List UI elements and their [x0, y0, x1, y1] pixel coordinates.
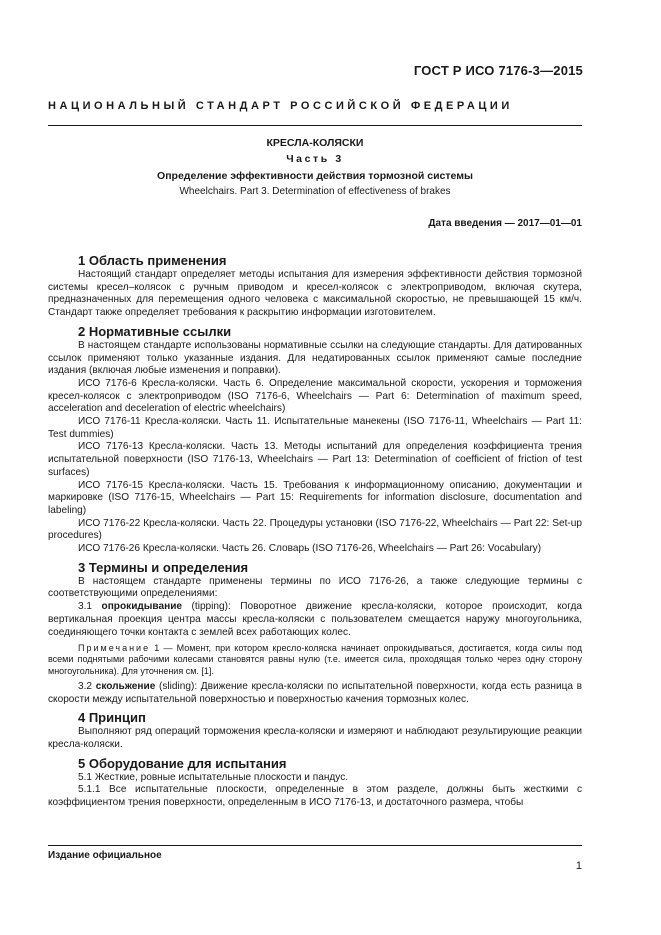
document-part: Часть 3 [286, 153, 344, 165]
term-definition [48, 601, 582, 639]
english-title: Wheelchairs. Part 3. Determination of effectiveness of brakes [179, 186, 451, 197]
header-divider [48, 125, 582, 126]
reference-item: ИСО 7176-13 Кресла-коляски. Часть 13. Методы испытаний для определения коэффициента трения испытательной поверхности (ISO 7176-13, Wheelchairs — Part 13: Determination of coefficient of friction of test surfaces) [48, 441, 582, 478]
term-number: 3.1 [78, 601, 93, 613]
term-definition [48, 681, 582, 706]
document-body [48, 252, 582, 810]
document-subtitle: Определение эффективности действия тормозной системы [157, 170, 473, 182]
section-heading: 1 Область применения [78, 253, 227, 268]
note-label: Примечание [78, 643, 151, 654]
paragraph: 5.1 Жесткие, ровные испытательные плоскости и пандус. [78, 771, 349, 783]
paragraph: 5.1.1 Все испытательные плоскости, определенные в этом разделе, должны быть жесткими с коэффициентом трения поверхности, определенным в ИСО 7176-13, и достаточного размера, чтобы [48, 784, 582, 809]
effective-date: Дата введения — 2017—01—01 [428, 218, 582, 229]
section-heading: 4 Принцип [78, 710, 146, 726]
section-heading: 5 Оборудование для испытания [78, 755, 287, 771]
reference-item: ИСО 7176-6 Кресла-коляски. Часть 6. Определение максимальной скорости, ускорения и торможения кресел-колясок с электроприводом (ISO 7176-6, Wheelchairs — Part 6: Determination of maximum speed, acceleration and deceleration of electric wheelchairs) [48, 377, 582, 415]
note-text: 1 — Момент, при котором кресло-коляска начинает опрокидываться, достигается, когда силы под всеми поднятыми рабочими колесами становятся равны нулю (т.е. имеется сила, проходящая только через одну сторону многоугольника). Для уточнения см. [1]. [48, 643, 582, 676]
document-title: КРЕСЛА-КОЛЯСКИ [266, 137, 364, 149]
page-number: 1 [575, 860, 582, 872]
reference-item: ИСО 7176-26 Кресла-коляски. Часть 26. Словарь (ISO 7176-26, Wheelchairs — Part 26: Vocabulary) [78, 543, 542, 555]
term-text: (tipping): Поворотное движение кресла-коляски, которое происходит, когда вертикальная проекция центра массы кресла-коляски с пользователем смещается наружу многоугольника, соединяющего точки контакта с землей всех работающих колес. [48, 601, 582, 638]
term-name: скольжение [95, 680, 156, 692]
paragraph: Настоящий стандарт определяет методы испытания для измерения эффективности действия тормозной системы кресел–колясок с ручным приводом и кресел-колясок с электроприводом, включая скутера, предназначенных для перемещения одного человека с максимальной скоростью, не превышающей 15 км/ч. Стандарт также определяет требования к раскрытию информации изготовителем. [48, 269, 582, 319]
footer-divider [48, 845, 582, 846]
edition-label: Издание официальное [48, 850, 162, 861]
reference-item: ИСО 7176-22 Кресла-коляски. Часть 22. Процедуры установки (ISO 7176-22, Wheelchairs — Part 22: Set-up procedures) [48, 517, 582, 542]
term-text: (sliding): Движение кресла-коляски по испытательной поверхности, когда есть разница в скорости между испытательной поверхностью и поверхностью качения тормозных колес. [48, 680, 582, 705]
reference-item: ИСО 7176-11 Кресла-коляски. Часть 11. Испытательные манекены (ISO 7176-11, Wheelchairs — Part 11: Test dummies) [48, 416, 582, 440]
term-name: опрокидывание [101, 601, 183, 613]
section-heading: 3 Термины и определения [78, 559, 249, 575]
national-standard-heading: НАЦИОНАЛЬНЫЙ СТАНДАРТ РОССИЙСКОЙ ФЕДЕРАЦИИ [48, 100, 513, 112]
title-block [48, 136, 582, 199]
paragraph: В настоящем стандарте использованы нормативные ссылки на следующие стандарты. Для датированных ссылок применяют только указанные издания. Для недатированных ссылок применяют самые последние издания (включая любые изменения и поправки). [48, 339, 582, 377]
term-number: 3.2 [78, 680, 93, 692]
paragraph: Выполняют ряд операций торможения кресла-коляски и измеряют и наблюдают результирующие реакции кресла-коляски. [48, 726, 582, 750]
paragraph: В настоящем стандарте применены термины по ИСО 7176-26, а также следующие термины с соответствующими определениями: [48, 575, 582, 600]
gost-number: ГОСТ Р ИСО 7176-3—2015 [413, 63, 583, 78]
note [48, 643, 582, 677]
section-heading: 2 Нормативные ссылки [78, 323, 232, 339]
reference-item: ИСО 7176-15 Кресла-коляски. Часть 15. Требования к информационному описанию, документации и маркировке (ISO 7176-15, Wheelchairs — Part 15: Requirements for information disclosure, documentation and labeling) [48, 479, 582, 516]
